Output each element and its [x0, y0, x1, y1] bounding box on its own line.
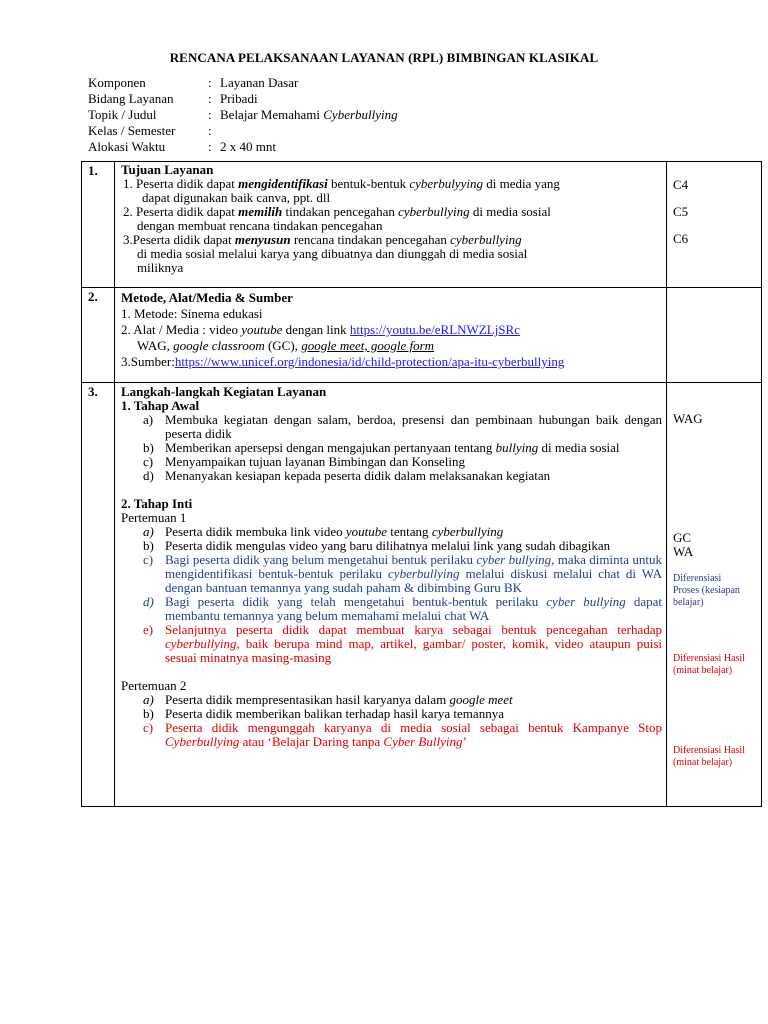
section-side: [667, 288, 762, 383]
meta-key: Bidang Layanan: [88, 91, 174, 106]
meta-row-kelas: [88, 123, 398, 139]
section-heading: Metode, Alat/Media & Sumber: [121, 290, 293, 305]
level-c4: C4: [673, 177, 689, 192]
unicef-link[interactable]: https://www.unicef.org/indonesia/id/child-protection/apa-itu-cyberbullying: [174, 354, 565, 369]
goal-item-1: 1. Peserta didik dapat mengidentifikasi bentuk-bentuk cyberbulyying di media yang dapat digunakan baik canva, ppt. dll: [123, 176, 560, 205]
meta-colon: :: [208, 75, 212, 90]
section-body: [115, 383, 667, 807]
pertemuan-1-label: Pertemuan 1: [121, 510, 187, 525]
section-side: [667, 162, 762, 288]
section-body: [115, 162, 667, 288]
level-c5: C5: [673, 204, 689, 219]
tahap-inti-title: 2. Tahap Inti: [121, 496, 193, 511]
tool-gc: GC: [673, 530, 692, 545]
list-item: c) Bagi peserta didik yang belum mengetahui bentuk perilaku cyber bullying, maka diminta untuk mengidentifikasi bentuk-bentuk perilaku cyberbullying melalui diskusi melalui chat di WA dengan bantuan temannya yang sudah paham & dibimbing Guru BK: [143, 552, 663, 595]
pertemuan-2-label: Pertemuan 2: [121, 678, 187, 693]
meta-value: Layanan Dasar: [220, 75, 299, 90]
section-number: 1.: [82, 162, 115, 288]
list-item: c) Menyampaikan tujuan layanan Bimbingan dan Konseling: [143, 454, 466, 469]
section-heading: Tujuan Layanan: [121, 162, 214, 177]
tahap-awal-title: 1. Tahap Awal: [121, 398, 200, 413]
meta-key: Kelas / Semester: [88, 123, 176, 138]
section-metode: [82, 288, 762, 383]
section-langkah: [82, 383, 762, 807]
meta-row-alokasi: [88, 139, 398, 155]
meta-key: Komponen: [88, 75, 146, 90]
list-item: e) Selanjutnya peserta didik dapat membuat karya sebagai bentuk pencegahan terhadap cyberbullying, baik berupa mind map, artikel, gambar/ poster, komik, video ataupun puisi sesuai minatnya masing-masing: [143, 622, 662, 665]
list-item: d) Bagi peserta didik yang telah mengetahui bentuk-bentuk perilaku cyber bullying dapat membantu temannya yang belum memahami melalui chat WA: [143, 594, 662, 623]
document-title: RENCANA PELAKSANAAN LAYANAN (RPL) BIMBINGAN KLASIKAL: [169, 50, 599, 65]
list-item: a) Peserta didik membuka link video youtube tentang cyberbullying: [143, 524, 504, 539]
diferensiasi-hasil-2: Diferensiasi Hasil (minat belajar): [673, 745, 745, 768]
meta-key: Topik / Judul: [88, 107, 157, 122]
sumber-line: 3.Sumber:https://www.unicef.org/indonesia/id/child-protection/apa-itu-cyberbullying: [121, 354, 565, 369]
section-side: [667, 383, 762, 807]
rpl-table: [81, 161, 762, 807]
section-heading: Langkah-langkah Kegiatan Layanan: [121, 384, 327, 399]
goal-item-2: 2. Peserta didik dapat memilih tindakan pencegahan cyberbullying di media sosial dengan membuat rencana tindakan pencegahan: [123, 204, 551, 233]
list-item: c) Peserta didik mengunggah karyanya di media sosial sebagai bentuk Kampanye Stop Cyberbullying atau ‘Belajar Daring tanpa Cyber Bullying’: [143, 720, 662, 749]
media-tools-line: WAG, google classroom (GC), google meet, google form: [137, 338, 435, 353]
tool-wag: WAG: [673, 411, 703, 426]
section-number: 2.: [82, 288, 115, 383]
meta-value: Belajar Memahami Cyberbullying: [220, 107, 398, 122]
section-number: 3.: [82, 383, 115, 807]
meta-colon: :: [208, 123, 212, 138]
meta-row-bidang: [88, 91, 398, 107]
list-item: d) Menanyakan kesiapan kepada peserta didik dalam melaksanakan kegiatan: [143, 468, 551, 483]
meta-block: [88, 75, 398, 155]
meta-row-topik: [88, 107, 398, 123]
list-item: b) Peserta didik memberikan balikan terhadap hasil karya temannya: [143, 706, 504, 721]
youtube-link[interactable]: https://youtu.be/eRLNWZLjSRc: [349, 322, 520, 337]
list-item: b) Peserta didik mengulas video yang baru dilihatnya melalui link yang sudah dibagikan: [143, 538, 611, 553]
meta-key: Alokasi Waktu: [88, 139, 166, 154]
meta-value: Pribadi: [220, 91, 258, 106]
list-item: a) Peserta didik mempresentasikan hasil karyanya dalam google meet: [143, 692, 513, 707]
meta-colon: :: [208, 139, 212, 154]
tool-wa: WA: [673, 544, 694, 559]
goal-item-3: 3.Peserta didik dapat menyusun rencana tindakan pencegahan cyberbullying di media sosial melalui karya yang dibuatnya dan diunggah di media sosial miliknya: [123, 232, 528, 275]
meta-row-komponen: [88, 75, 398, 91]
metode-line: 1. Metode: Sinema edukasi: [121, 306, 263, 321]
list-item: b) Memberikan apersepsi dengan mengajukan pertanyaan tentang bullying di media sosial: [143, 440, 620, 455]
media-line: 2. Alat / Media : video youtube dengan link https://youtu.be/eRLNWZLjSRc: [121, 322, 520, 337]
diferensiasi-hasil-1: Diferensiasi Hasil (minat belajar): [673, 653, 745, 676]
diferensiasi-proses: Diferensiasi Proses (kesiapan belajar): [673, 573, 740, 608]
meta-value: 2 x 40 mnt: [220, 139, 276, 154]
list-item: a) Membuka kegiatan dengan salam, berdoa, presensi dan pembinaan hubungan baik dengan peserta didik: [143, 412, 662, 441]
meta-colon: :: [208, 91, 212, 106]
meta-colon: :: [208, 107, 212, 122]
section-tujuan: [82, 162, 762, 288]
section-body: [115, 288, 667, 383]
level-c6: C6: [673, 231, 689, 246]
